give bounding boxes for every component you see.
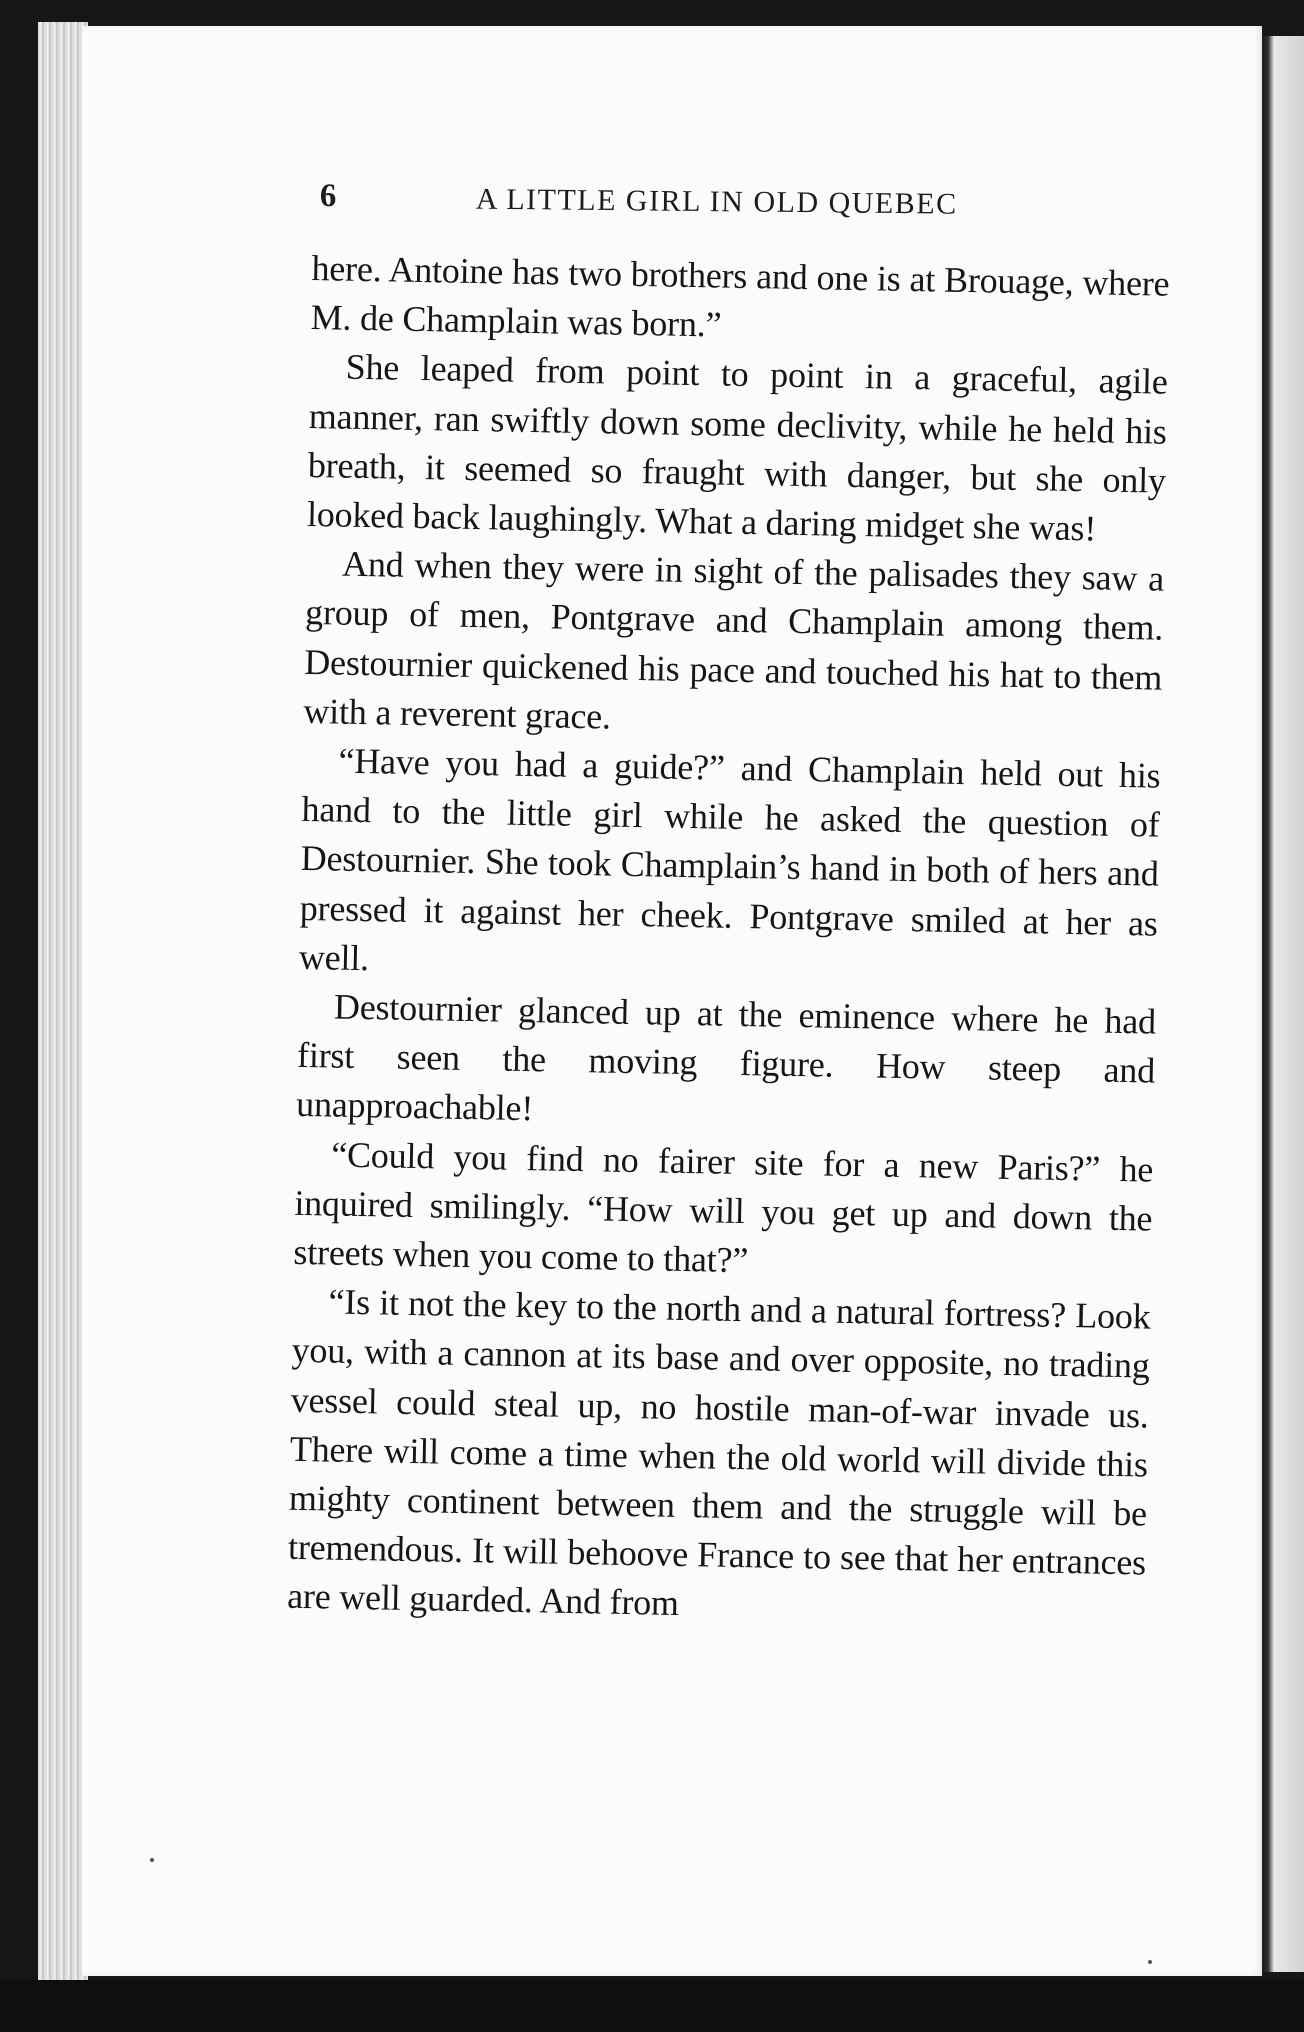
paragraph-1: here. Antoine has two brothers and one is at Brouage, where M. de Champlain was born.”	[310, 247, 1170, 345]
scan-bottom-border	[0, 1980, 1304, 2032]
paragraph-7: “Is it not the key to the north and a natural fortress? Look you, with a cannon at its base and over opposite, no trading vessel could steal up, no hostile man-of-war invade us. There will come a time when the old world will divide this mighty continent between them and the struggle will be tremendous. It will behoove France to see that her entrances are well guarded. And from	[286, 1281, 1151, 1624]
print-speck	[1148, 1960, 1152, 1964]
running-head	[319, 178, 1040, 246]
body-text	[287, 244, 1170, 1637]
paragraph-6: “Could you find no fairer site for a new Paris?” he inquired smilingly. “How will you get up and down the streets when you come to that?”	[293, 1134, 1154, 1281]
page-number: 6	[319, 178, 337, 215]
paragraph-3: And when they were in sight of the palisades they saw a group of men, Pontgrave and Champlain among them. Destournier quickened his pace and touched his hat to them with a reverent grace.	[303, 543, 1165, 737]
book-title: A LITTLE GIRL IN OLD QUEBEC	[475, 182, 958, 221]
paragraph-4: “Have you had a guide?” and Champlain held out his hand to the little girl while he asked the question of Destournier. She took Champlain’s hand in both of hers and pressed it against her cheek. Pontgrave smiled at her as well.	[298, 740, 1161, 979]
paragraph-5: Destournier glanced up at the eminence where he had first seen the moving figure. How steep and unapproachable!	[295, 986, 1157, 1129]
adjacent-page-edge	[1262, 36, 1304, 1972]
page-stack-edge	[38, 22, 88, 1982]
paragraph-2: She leaped from point to point in a graceful, agile manner, ran swiftly down some declivity, while he held his breath, it seemed so fraught with danger, but she only looked back laughingly. What a daring midget she was!	[306, 347, 1168, 549]
print-speck	[150, 1858, 154, 1862]
